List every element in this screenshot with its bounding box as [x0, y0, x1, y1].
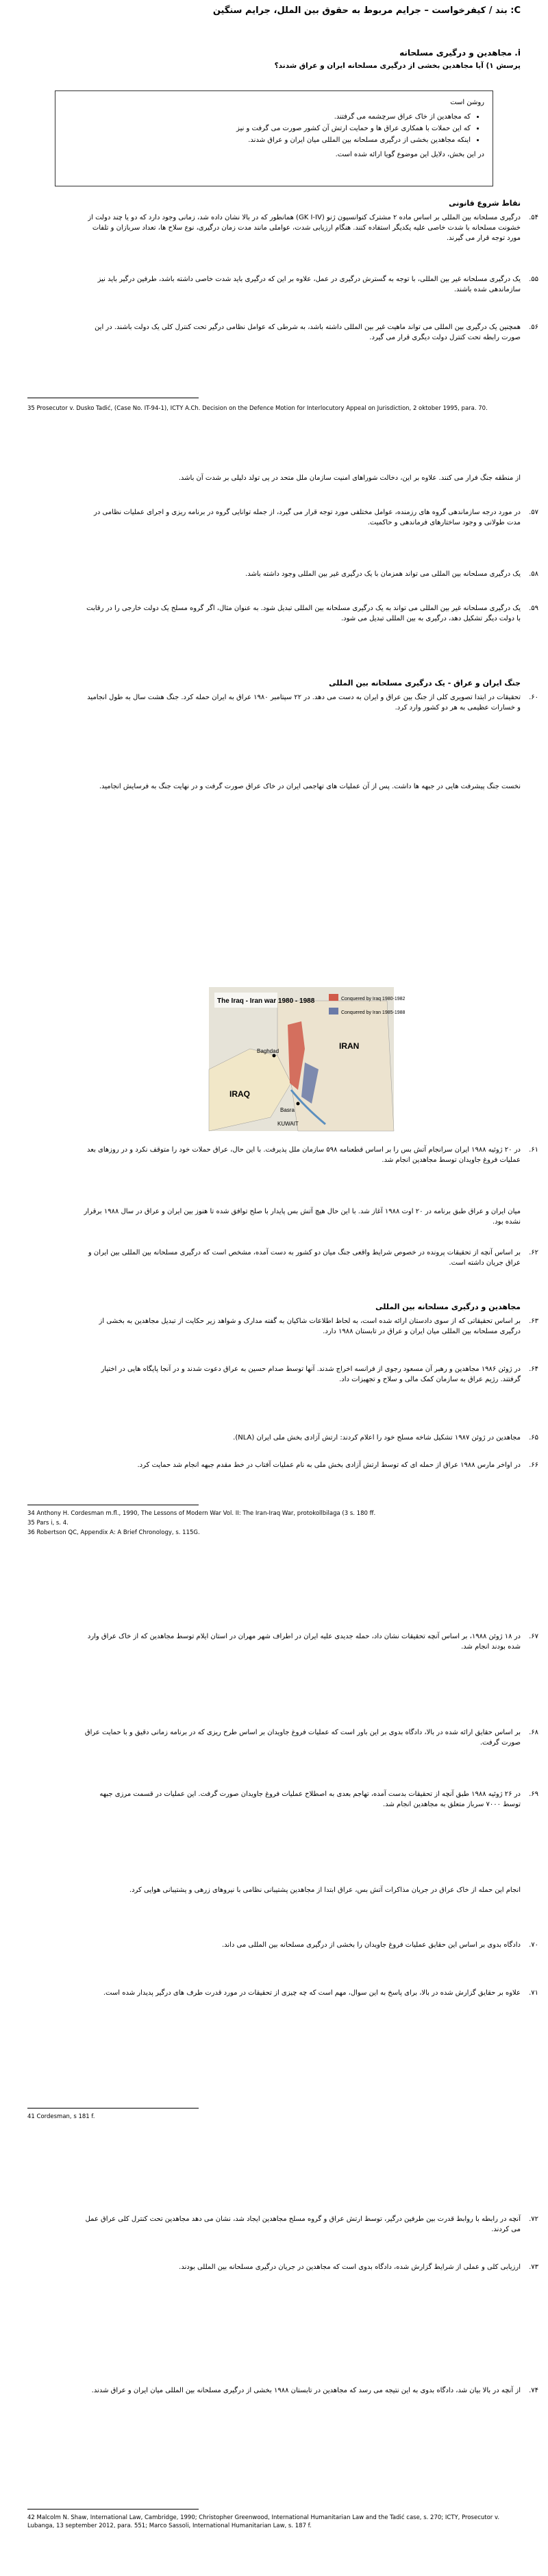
paragraph-number: ۵۹.	[529, 605, 538, 612]
paragraph	[82, 1885, 521, 1895]
paragraph-text: در ژوئن ۱۹۸۶ مجاهدین و رهبر آن مسعود رجوی از فرانسه اخراج شدند. آنها توسط صدام حسین به عراق دعوت شدند و در آنجا پایگاه هایی در اختیار گرفتند. رژیم عراق به سازمان کمک مالی و سلاح و تجهیزات داد.	[101, 1365, 521, 1383]
baghdad-marker	[273, 1054, 276, 1058]
paragraph	[82, 692, 538, 713]
paragraph	[82, 1460, 538, 1470]
paragraph	[82, 1727, 538, 1748]
paragraph	[82, 322, 538, 343]
paragraph-number: ۷۴.	[529, 2387, 538, 2394]
paragraph-number: ۶۲.	[529, 1249, 538, 1256]
label-iran: IRAN	[339, 1041, 360, 1051]
footnote: 41 Cordesman, s 181 f.	[27, 2113, 95, 2120]
paragraph	[82, 2262, 538, 2272]
paragraph	[82, 603, 538, 624]
footnote: 42 Malcolm N. Shaw, International Law, Cambridge, 1990; Christopher Greenwood, International Humanitarian Law and the Tadić case, s. 270; ICTY, Prosecutor v. Lubanga, 13 september 2012, para. 551; Marco Sassoli, International Humanitarian Law, s. 187 f.	[27, 2514, 500, 2529]
paragraph-text: در مورد درجه سازماندهی گروه های رزمنده، عوامل مختلفی مورد توجه قرار می گیرد، از جمله توانایی گروه در برنامه ریزی و اجرای عملیات نظامی در مدت طولانی و وجود ساختارهای فرماندهی و حاکمیت.	[94, 509, 521, 526]
paragraph-text: دادگاه بدوی بر اساس این حقایق عملیات فروغ جاویدان را بخشی از درگیری مسلحانه بین المللی می داند.	[221, 1941, 521, 1949]
paragraph-text: در اواخر مارس ۱۹۸۸ عراق از حمله ای که توسط ارتش آزادی بخش ملی به نام عملیات آفتاب در خط مقدم جبهه انجام شد حمایت کرد.	[137, 1461, 521, 1469]
paragraph-text: همچنین یک درگیری بین المللی می تواند ماهیت غیر بین المللی داشته باشد، به شرطی که عوامل نظامی درگیر تحت کنترل کلی یک دولت باشند. در این صورت رابطه تحت کنترل دولت دیگری قرار می گیرد.	[95, 324, 521, 341]
summary-bullet: • که مجاهدین از خاک عراق سرچشمه می گرفتند.	[64, 111, 471, 123]
paragraph-number: ۶۵.	[529, 1434, 538, 1442]
paragraph-text: علاوه بر حقایق گزارش شده در بالا، برای پاسخ به این سوال، مهم است که چه چیزی از تحقیقات در مورد قدرت طرف های درگیر پدیدار شده است.	[103, 1989, 521, 1997]
paragraph-text: در ۲۶ ژوئیه ۱۹۸۸ طبق آنچه از تحقیقات بدست آمده، تهاجم بعدی به اصطلاح عملیات فروغ جاویدان صورت گرفت. این عملیات در قسمت مرزی جبهه توسط ۷۰۰۰ سرباز متعلق به مجاهدین انجام شد.	[99, 1790, 521, 1808]
footnote: 36 Robertson QC, Appendix A: A Brief Chronology, s. 115G.	[27, 1529, 200, 1536]
legend-iran: Conquered by Iran 1985-1988	[341, 1010, 406, 1015]
paragraph	[82, 569, 538, 579]
paragraph	[82, 781, 521, 792]
basra-marker	[297, 1102, 300, 1106]
paragraph-number: ۶۹.	[529, 1790, 538, 1798]
paragraph-text: یک درگیری مسلحانه غیر بین المللی، با توجه به گسترش درگیری در عمل، علاوه بر این که درگیری باید شدت خاصی داشته باشد، طرفین درگیر باید نیز سازماندهی شده باشند.	[97, 276, 521, 293]
paragraph	[82, 1433, 538, 1443]
question-title: پرسش ۱) آیا مجاهدین بخشی از درگیری مسلحانه ایران و عراق شدند؟	[274, 62, 521, 70]
summary-bullet: • که این حملات با همکاری عراق ها و حمایت ارتش آن کشور صورت می گرفت و نیز	[64, 123, 471, 134]
label-kuwait: KUWAIT	[277, 1121, 299, 1127]
paragraph-text: درگیری مسلحانه بین المللی بر اساس ماده ۲ مشترک کنوانسیون ژنو (GK I-IV) همانطور که در بالا نشان داده شد، زمانی وجود دارد که دو یا چند دولت از خشونت مسلحانه با شدت خاصی علیه یکدیگر استفاده کنند. هنگام ارزیابی شدت، عواملی مانند مدت زمان درگیری، نوع سلاح ها، تعداد سربازان و تلفات مورد توجه قرار می گیرند.	[88, 214, 521, 242]
paragraph	[82, 1789, 538, 1810]
heading-legal: نقاط شروع قانونی	[449, 199, 521, 208]
paragraph-number: ۵۶.	[529, 324, 538, 331]
paragraph	[82, 212, 538, 243]
paragraph	[82, 1316, 538, 1337]
paragraph	[82, 1248, 538, 1268]
paragraph-text: بر اساس تحقیقاتی که از سوی دادستان ارائه شده است، به لحاظ اطلاعات شاکیان به گفته مدارک و شواهد زیر حکایت از تبدیل مجاهدین به بخشی از درگیری مسلحانه بین المللی میان ایران و عراق در تابستان ۱۹۸۸ دارد.	[99, 1317, 521, 1335]
paragraph-number: ۷۱.	[529, 1989, 538, 1997]
label-baghdad: Baghdad	[257, 1048, 279, 1054]
summary-list	[64, 111, 484, 146]
paragraph-number: ۷۰.	[529, 1941, 538, 1949]
subsection-title: i. مجاهدین و درگیری مسلحانه	[399, 48, 521, 58]
summary-box-title: روشن است	[450, 99, 484, 106]
paragraph	[82, 2214, 538, 2235]
paragraph	[82, 1206, 521, 1227]
paragraph-text: در ۱۸ ژوئن ۱۹۸۸، بر اساس آنچه تحقیقات نشان داد، حمله جدیدی علیه ایران در اطراف شهر مهران در استان ایلام توسط مجاهدین که از خاک عراق وارد شده بودند انجام شد.	[87, 1633, 521, 1651]
footnote: 35 Pars i, s. 4.	[27, 1520, 68, 1527]
paragraph	[82, 1988, 538, 1998]
heading-mek-armed: مجاهدین و درگیری مسلحانه بین المللی	[375, 1302, 521, 1311]
paragraph-number: ۵۵.	[529, 276, 538, 283]
paragraph-text: میان ایران و عراق طبق برنامه در ۲۰ اوت ۱۹۸۸ آغاز شد. با این حال هیچ آتش بس پایدار با صلح توافق شده تا هنوز بین ایران و عراق در سال ۱۹۸۸ برقرار نشده بود.	[84, 1208, 521, 1226]
paragraph-number: ۷۲.	[529, 2215, 538, 2223]
footnote: 35 Prosecutor v. Dusko Tadić, (Case No. IT-94-1), ICTY A.Ch. Decision on the Defence Motion for Interlocutory Appeal on Jurisdiction, 2 oktober 1995, para. 70.	[27, 405, 488, 412]
paragraph-number: ۶۰.	[529, 694, 538, 701]
paragraph	[82, 274, 538, 295]
paragraph-number: ۵۸.	[529, 570, 538, 578]
paragraph-text: بر اساس آنچه از تحقیقات پرونده در خصوص شرایط واقعی جنگ میان دو کشور به دست آمده، مشخص است که درگیری مسلحانه بین المللی بین ایران و عراق جریان داشته است.	[88, 1249, 521, 1267]
paragraph-text: ارزیابی کلی و عملی از شرایط گزارش شده، دادگاه بدوی است که مجاهدین در جریان درگیری مسلحانه بین المللی بودند.	[179, 2263, 521, 2271]
legend-iraq: Conquered by Iraq 1980-1982	[341, 997, 406, 1001]
label-iraq: IRAQ	[229, 1089, 250, 1099]
paragraph-number: ۶۳.	[529, 1317, 538, 1325]
paragraph	[82, 507, 538, 528]
paragraph-text: مجاهدین در ژوئن ۱۹۸۷ تشکیل شاخه مسلح خود را اعلام کردند: ارتش آزادی بخش ملی ایران (NLA).	[233, 1434, 521, 1442]
paragraph-number: ۵۴.	[529, 214, 538, 221]
map-title: The Iraq - Iran war 1980 - 1988	[217, 997, 315, 1005]
legend-swatch-iran	[329, 1008, 338, 1014]
footnote: 34 Anthony H. Cordesman m.fl., 1990, The Lessons of Modern War Vol. II: The Iran-Iraq War, protokollbilaga (3 s. 180 ff.	[27, 1510, 376, 1517]
section-title: C: بند / کیفرخواست – جرایم مربوط به حقوق بین الملل، جرایم سنگین	[212, 5, 521, 16]
heading-iraq-war: جنگ ایران و عراق - یک درگیری مسلحانه بین المللی	[329, 679, 521, 688]
paragraph-number: ۶۷.	[529, 1633, 538, 1640]
paragraph-text: یک درگیری مسلحانه بین المللی می تواند همزمان با یک درگیری غیر بین المللی وجود داشته باشد.	[245, 570, 521, 578]
paragraph-text: از آنچه در بالا بیان شد، دادگاه بدوی به این نتیجه می رسد که مجاهدین در تابستان ۱۹۸۸ بخشی از درگیری مسلحانه بین المللی میان ایران و عراق شدند.	[91, 2387, 521, 2394]
iran-iraq-war-map	[209, 987, 406, 1131]
paragraph-number: ۵۷.	[529, 509, 538, 516]
paragraph-number: ۶۱.	[529, 1146, 538, 1154]
footnote-rule	[27, 2108, 199, 2109]
footnote-rule	[27, 2509, 199, 2510]
paragraph-text: در ۲۰ ژوئیه ۱۹۸۸ ایران سرانجام آتش بس را بر اساس قطعنامه ۵۹۸ سازمان ملل پذیرفت. با این حال، عراق حملات خود را متوقف نکرد و در روزهای بعد عملیات فروغ جاویدان توسط مجاهدین انجام شد.	[87, 1146, 521, 1164]
summary-closing: در این بخش، دلایل این موضوع گویا ارائه شده است.	[335, 151, 484, 158]
paragraph	[82, 1145, 538, 1165]
label-basra: Basra	[280, 1107, 295, 1113]
paragraph-number: ۶۶.	[529, 1461, 538, 1469]
paragraph-text: انجام این حمله از خاک عراق در جریان مذاکرات آتش بس، عراق ابتدا از مجاهدین پشتیبانی نظامی با نیروهای زرهی و پشتیبانی هوایی کرد.	[129, 1886, 521, 1894]
paragraph	[82, 2385, 538, 2396]
paragraph-number: ۶۸.	[529, 1729, 538, 1736]
paragraph-number: ۶۴.	[529, 1365, 538, 1373]
paragraph	[82, 1631, 538, 1652]
paragraph	[82, 1940, 538, 1950]
paragraph-text: یک درگیری مسلحانه غیر بین المللی می تواند به یک درگیری مسلحانه بین المللی تبدیل شود. به عنوان مثال، اگر گروه مسلح یک دولت خارجی را در رقابت با دولت دیگر تشکیل دهد، درگیری به بین المللی تبدیل می شود.	[86, 605, 521, 622]
summary-bullet: • اینکه مجاهدین بخشی از درگیری مسلحانه بین المللی میان ایران و عراق شدند.	[64, 134, 471, 146]
paragraph-number: ۷۳.	[529, 2263, 538, 2271]
continuation-text: از منطقه جنگ فرار می کنند. علاوه بر این، دخالت شوراهای امنیت سازمان ملل متحد در پی تولد دلیلی بر شدت آن باشد.	[178, 474, 521, 482]
paragraph-text: آنچه در رابطه با روابط قدرت بین طرفین درگیر، توسط ارتش عراق و گروه مسلح مجاهدین ایجاد شد، نشان می دهد مجاهدین تحت کنترل کلی عراق عمل می کردند.	[85, 2215, 521, 2233]
paragraph-text: بر اساس حقایق ارائه شده در بالا، دادگاه بدوی بر این باور است که عملیات فروغ جاویدان بر اساس طرح ریزی که در برنامه زمانی دقیق و با حمایت عراق صورت گرفت.	[84, 1729, 521, 1747]
paragraph-text: تحقیقات در ابتدا تصویری کلی از جنگ بین عراق و ایران به دست می دهد. در ۲۲ سپتامبر ۱۹۸۰ عراق به ایران حمله کرد. جنگ هشت سال به طول انجامید و خسارات عظیمی به هر دو کشور وارد کرد.	[87, 694, 521, 712]
paragraph-text: نخست جنگ پیشرفت هایی در جبهه ها داشت. پس از آن عملیات های تهاجمی ایران در خاک عراق صورت گرفت و در نهایت جنگ به فرسایش انجامید.	[99, 783, 521, 790]
paragraph	[82, 1364, 538, 1385]
summary-box	[55, 90, 493, 186]
legend-swatch-iraq	[329, 994, 338, 1001]
